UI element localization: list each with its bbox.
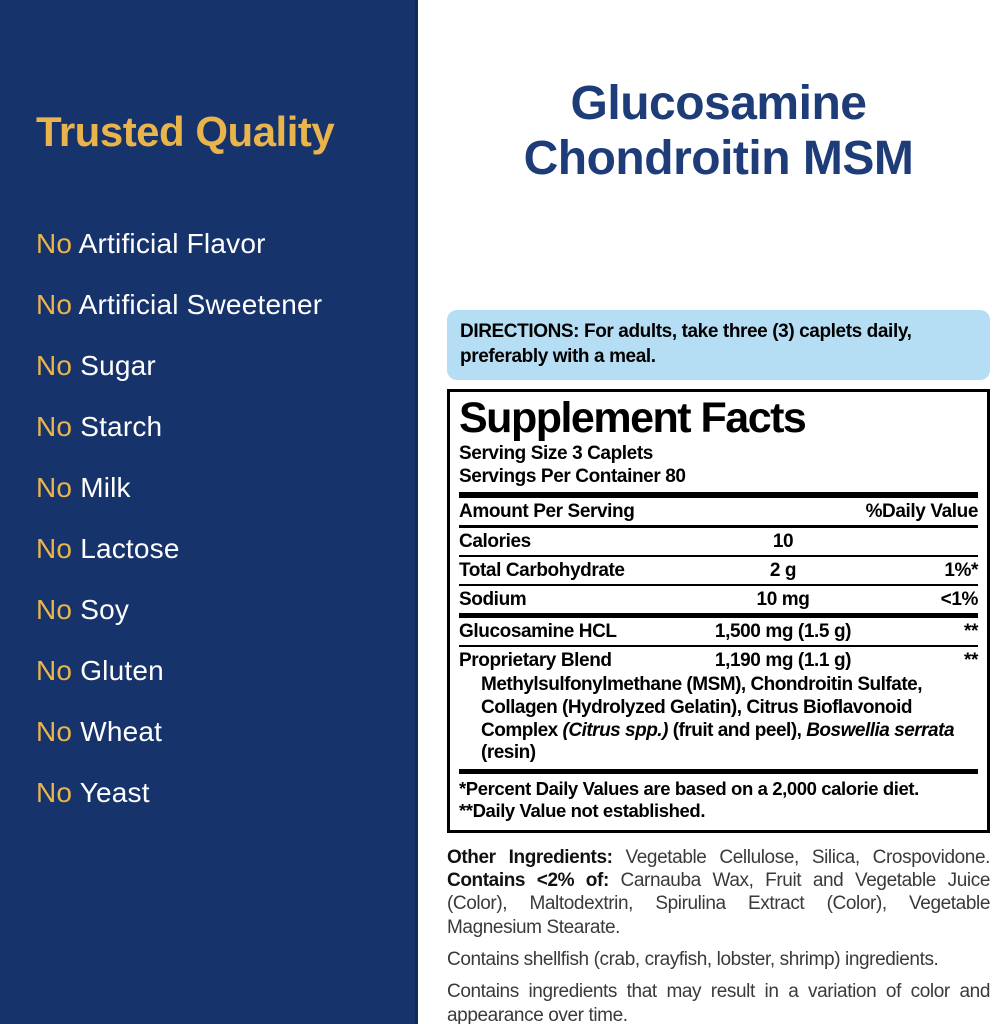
proprietary-blend-description — [459, 674, 978, 769]
benefit-prefix: No — [36, 289, 73, 320]
other-ingredients-label: Other Ingredients: — [447, 846, 613, 868]
benefit-item-milk — [36, 470, 338, 505]
benefit-item-lactose — [36, 531, 338, 566]
directions-box — [447, 310, 990, 379]
blend-text: (resin) — [481, 742, 536, 764]
nutrient-name: Glucosamine HCL — [459, 621, 617, 643]
benefit-prefix: No — [36, 228, 73, 259]
amount-per-serving-label: Amount Per Serving — [459, 501, 635, 523]
benefit-item-soy — [36, 592, 338, 627]
benefits-title: Trusted Quality — [36, 108, 335, 155]
blend-text-italic: (Citrus spp.) — [562, 719, 668, 741]
nutrient-dv: 1%* — [944, 560, 978, 582]
supplement-facts-title: Supplement Facts — [459, 393, 806, 442]
benefit-label: Wheat — [80, 716, 163, 747]
benefit-prefix: No — [36, 594, 73, 625]
label-panel — [421, 0, 997, 1024]
contains-2pct-label: Contains <2% of: — [447, 869, 609, 891]
servings-per-container: Servings Per Container 80 — [459, 465, 686, 487]
facts-row-proprietary-blend — [459, 647, 978, 674]
footnote-dv-not-established: **Daily Value not established. — [459, 800, 706, 822]
product-title-line1: Glucosamine — [570, 77, 867, 130]
benefit-item-sugar — [36, 348, 338, 383]
product-title-line2: Chondroitin MSM — [523, 132, 914, 186]
product-title — [447, 76, 990, 186]
facts-row-glucosamine-hcl — [459, 618, 978, 647]
directions-text: For adults, take three (3) caplets daily, preferably with a meal. — [460, 321, 912, 368]
benefit-prefix: No — [36, 777, 73, 808]
other-ingredients-text: Vegetable Cellulose, Silica, Crospovidone. — [612, 846, 990, 868]
benefit-item-artificial-flavor — [36, 226, 338, 261]
benefit-label: Gluten — [80, 655, 164, 686]
nutrient-name: Proprietary Blend — [459, 650, 612, 672]
nutrient-name: Calories — [459, 531, 531, 553]
footnote-percent-dv: *Percent Daily Values are based on a 2,000 calorie diet. — [459, 778, 919, 800]
benefit-label: Yeast — [79, 777, 150, 808]
benefit-label: Artificial Flavor — [78, 228, 266, 259]
facts-row-total-carbohydrate — [459, 557, 978, 586]
benefit-label: Sugar — [80, 350, 156, 381]
benefit-prefix: No — [36, 472, 73, 503]
benefit-prefix: No — [36, 411, 73, 442]
variation-note: Contains ingredients that may result in a variation of color and appearance over time. — [447, 981, 990, 1024]
other-ingredients — [447, 846, 990, 939]
benefit-prefix: No — [36, 350, 73, 381]
nutrient-name: Sodium — [459, 589, 527, 611]
nutrient-amount: 2 g — [769, 560, 797, 582]
benefit-item-gluten — [36, 653, 338, 688]
allergen-note: Contains shellfish (crab, crayfish, lobster, shrimp) ingredients. — [447, 949, 939, 971]
benefit-label: Milk — [80, 472, 131, 503]
benefit-label: Soy — [80, 594, 130, 625]
benefit-item-wheat — [36, 714, 338, 749]
benefit-label: Starch — [80, 411, 163, 442]
nutrient-amount: 1,500 mg (1.5 g) — [714, 621, 852, 643]
benefit-item-yeast — [36, 775, 338, 810]
daily-value-label: %Daily Value — [865, 501, 978, 523]
facts-row-sodium — [459, 586, 978, 613]
blend-text-italic: Boswellia serrata — [806, 719, 955, 741]
directions-label: DIRECTIONS: — [460, 321, 580, 343]
benefit-item-artificial-sweetener — [36, 287, 338, 322]
benefit-label: Lactose — [80, 533, 180, 564]
benefit-prefix: No — [36, 716, 73, 747]
serving-size: Serving Size 3 Caplets — [459, 443, 653, 465]
nutrient-dv: ** — [964, 621, 978, 643]
blend-text: Methylsulfonylmethane (MSM), Chondroitin Sulfate, Collagen (Hydrolyzed Gelatin), Citrus Bioflavonoid Complex — [481, 674, 922, 741]
nutrient-name: Total Carbohydrate — [459, 560, 625, 582]
thick-rule — [459, 769, 978, 774]
nutrient-amount: 1,190 mg (1.1 g) — [714, 650, 852, 672]
benefit-prefix: No — [36, 533, 73, 564]
nutrient-amount: 10 mg — [756, 589, 810, 611]
facts-row-calories — [459, 528, 978, 557]
benefit-prefix: No — [36, 655, 73, 686]
nutrient-dv: <1% — [940, 589, 978, 611]
benefit-item-starch — [36, 409, 338, 444]
nutrient-amount: 10 — [772, 531, 794, 553]
facts-header-row — [459, 498, 978, 528]
benefits-panel — [0, 0, 418, 1024]
benefit-label: Artificial Sweetener — [78, 289, 323, 320]
blend-text: (fruit and peel), — [667, 719, 807, 741]
nutrient-dv: ** — [964, 650, 978, 672]
other-ingredients-text: Carnauba Wax, Fruit and Vegetable Juice (Color), Maltodextrin, Spirulina Extract (Color), Vegetable Magnesium Stearate. — [447, 869, 990, 938]
supplement-facts-box — [447, 389, 990, 833]
